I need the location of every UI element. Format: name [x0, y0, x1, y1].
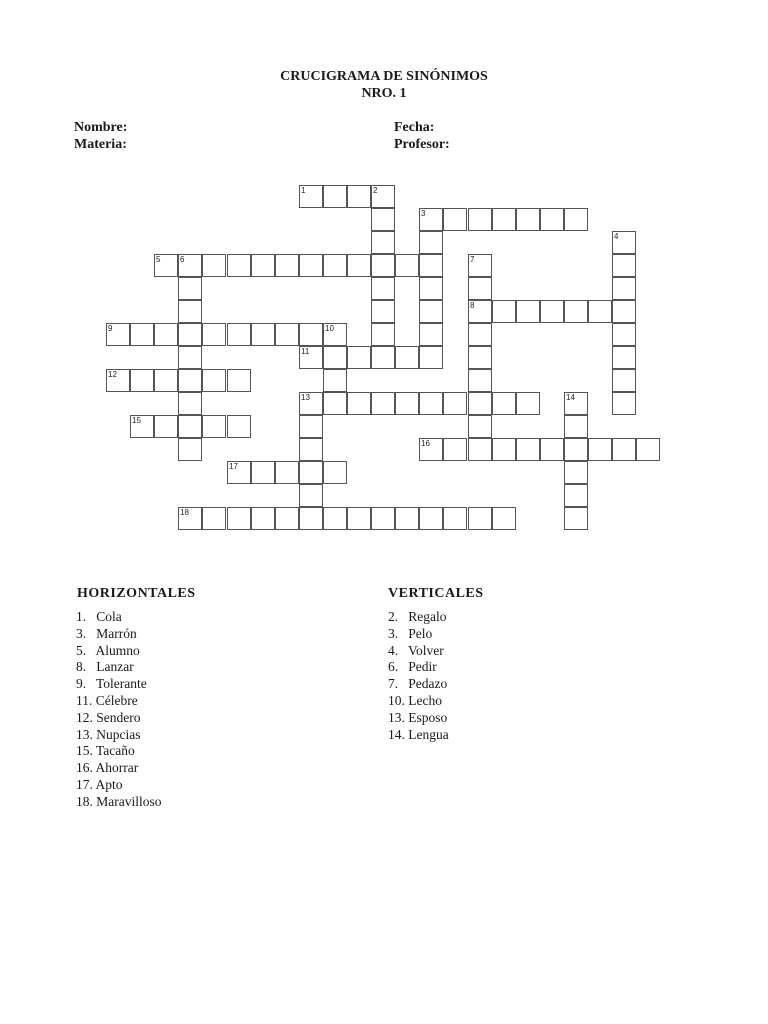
crossword-cell[interactable] [178, 346, 202, 369]
crossword-cell[interactable] [371, 392, 395, 415]
crossword-cell[interactable] [323, 346, 347, 369]
crossword-cell[interactable] [299, 323, 323, 346]
crossword-cell[interactable] [468, 277, 492, 300]
crossword-cell[interactable] [540, 438, 564, 461]
crossword-cell[interactable] [612, 300, 636, 323]
crossword-cell[interactable] [347, 507, 371, 530]
crossword-cell[interactable] [202, 369, 226, 392]
clue-number: 1 [301, 186, 306, 195]
crossword-cell[interactable] [323, 461, 347, 484]
crossword-cell[interactable] [299, 461, 323, 484]
clue-number: 2 [373, 186, 378, 195]
clue-item: 12. Sendero [76, 709, 141, 725]
crossword-cell[interactable] [178, 277, 202, 300]
crossword-cell[interactable] [227, 461, 251, 484]
crossword-cell[interactable] [275, 461, 299, 484]
clue-item: 6. Pedir [388, 659, 437, 675]
crossword-cell[interactable] [154, 323, 178, 346]
clue-number: 10 [325, 324, 334, 333]
crossword-cell[interactable] [443, 507, 467, 530]
crossword-cell[interactable] [299, 484, 323, 507]
crossword-cell[interactable] [275, 254, 299, 277]
nombre-label: Nombre: [74, 120, 128, 135]
crossword-cell[interactable] [275, 507, 299, 530]
crossword-cell[interactable] [636, 438, 660, 461]
fecha-label: Fecha: [394, 120, 435, 135]
crossword-cell[interactable] [564, 392, 588, 415]
crossword-cell[interactable] [154, 254, 178, 277]
crossword-cell[interactable] [564, 208, 588, 231]
crossword-cell[interactable] [492, 300, 516, 323]
crossword-cell[interactable] [612, 369, 636, 392]
crossword-cell[interactable] [443, 438, 467, 461]
crossword-cell[interactable] [178, 369, 202, 392]
clue-item: 13. Nupcias [76, 726, 141, 742]
crossword-cell[interactable] [468, 254, 492, 277]
clue-number: 16 [421, 439, 430, 448]
crossword-cell[interactable] [419, 277, 443, 300]
clue-number: 6 [180, 255, 185, 264]
clue-item: 10. Lecho [388, 692, 442, 708]
crossword-cell[interactable] [154, 369, 178, 392]
crossword-cell[interactable] [419, 346, 443, 369]
crossword-cell[interactable] [130, 369, 154, 392]
crossword-cell[interactable] [371, 277, 395, 300]
clue-item: 7. Pedazo [388, 676, 448, 692]
crossword-cell[interactable] [299, 507, 323, 530]
clue-number: 14 [566, 393, 575, 402]
crossword-cell[interactable] [588, 438, 612, 461]
crossword-cell[interactable] [564, 461, 588, 484]
crossword-cell[interactable] [371, 300, 395, 323]
crossword-cell[interactable] [347, 346, 371, 369]
crossword-cell[interactable] [564, 300, 588, 323]
crossword-cell[interactable] [178, 438, 202, 461]
clue-number: 12 [108, 370, 117, 379]
crossword-cell[interactable] [323, 507, 347, 530]
crossword-cell[interactable] [347, 185, 371, 208]
clue-item: 17. Apto [76, 776, 123, 792]
crossword-cell[interactable] [468, 507, 492, 530]
crossword-cell[interactable] [492, 208, 516, 231]
crossword-cell[interactable] [299, 392, 323, 415]
crossword-cell[interactable] [323, 323, 347, 346]
crossword-cell[interactable] [443, 392, 467, 415]
crossword-cell[interactable] [540, 208, 564, 231]
crossword-cell[interactable] [564, 484, 588, 507]
crossword-cell[interactable] [588, 300, 612, 323]
clue-item: 8. Lanzar [76, 659, 134, 675]
crossword-cell[interactable] [154, 415, 178, 438]
crossword-cell[interactable] [612, 392, 636, 415]
crossword-cell[interactable] [468, 208, 492, 231]
crossword-cell[interactable] [419, 231, 443, 254]
crossword-cell[interactable] [323, 254, 347, 277]
crossword-cell[interactable] [347, 254, 371, 277]
crossword-cell[interactable] [468, 346, 492, 369]
clue-item: 4. Volver [388, 642, 444, 658]
crossword-cell[interactable] [419, 208, 443, 231]
clue-number: 11 [301, 347, 310, 356]
crossword-cell[interactable] [371, 231, 395, 254]
crossword-cell[interactable] [371, 346, 395, 369]
crossword-cell[interactable] [371, 208, 395, 231]
crossword-cell[interactable] [299, 415, 323, 438]
crossword-cell[interactable] [202, 254, 226, 277]
crossword-cell[interactable] [323, 369, 347, 392]
crossword-cell[interactable] [468, 300, 492, 323]
crossword-cell[interactable] [202, 415, 226, 438]
crossword-cell[interactable] [178, 507, 202, 530]
crossword-cell[interactable] [492, 392, 516, 415]
clue-number: 7 [470, 255, 475, 264]
crossword-cell[interactable] [419, 254, 443, 277]
crossword-cell[interactable] [564, 415, 588, 438]
crossword-cell[interactable] [419, 323, 443, 346]
clue-item: 16. Ahorrar [76, 760, 139, 776]
crossword-cell[interactable] [612, 323, 636, 346]
crossword-cell[interactable] [612, 231, 636, 254]
crossword-cell[interactable] [492, 507, 516, 530]
crossword-cell[interactable] [419, 507, 443, 530]
crossword-cell[interactable] [419, 438, 443, 461]
crossword-cell[interactable] [178, 323, 202, 346]
crossword-cell[interactable] [251, 461, 275, 484]
crossword-cell[interactable] [178, 254, 202, 277]
crossword-cell[interactable] [612, 254, 636, 277]
crossword-cell[interactable] [612, 346, 636, 369]
crossword-cell[interactable] [299, 438, 323, 461]
crossword-cell[interactable] [395, 254, 419, 277]
crossword-cell[interactable] [202, 507, 226, 530]
crossword-cell[interactable] [130, 323, 154, 346]
crossword-cell[interactable] [130, 415, 154, 438]
crossword-cell[interactable] [371, 254, 395, 277]
clue-number: 8 [470, 301, 475, 310]
clue-item: 9. Tolerante [76, 676, 147, 692]
clue-item: 18. Maravilloso [76, 793, 162, 809]
clue-item: 3. Marrón [76, 625, 137, 641]
crossword-cell[interactable] [371, 185, 395, 208]
clue-item: 1. Cola [76, 609, 122, 624]
crossword-cell[interactable] [371, 507, 395, 530]
crossword-cell[interactable] [178, 392, 202, 415]
clue-item: 11. Célebre [76, 692, 138, 708]
clue-item: 13. Esposo [388, 709, 448, 725]
horizontales-list [76, 609, 162, 811]
crossword-cell[interactable] [299, 346, 323, 369]
crossword-cell[interactable] [468, 323, 492, 346]
materia-label: Materia: [74, 137, 127, 152]
horizontales-heading: HORIZONTALES [77, 586, 196, 601]
clue-number: 5 [156, 255, 161, 264]
crossword-cell[interactable] [516, 392, 540, 415]
crossword-cell[interactable] [468, 392, 492, 415]
crossword-cell[interactable] [516, 438, 540, 461]
crossword-cell[interactable] [612, 277, 636, 300]
clue-number: 15 [132, 416, 141, 425]
crossword-cell[interactable] [299, 254, 323, 277]
crossword-cell[interactable] [371, 323, 395, 346]
clue-number: 3 [421, 209, 426, 218]
crossword-cell[interactable] [564, 507, 588, 530]
clue-number: 9 [108, 324, 113, 333]
crossword-cell[interactable] [178, 300, 202, 323]
crossword-cell[interactable] [540, 300, 564, 323]
page-subtitle: NRO. 1 [361, 86, 407, 101]
crossword-cell[interactable] [468, 438, 492, 461]
profesor-label: Profesor: [394, 137, 450, 152]
crossword-cell[interactable] [516, 300, 540, 323]
crossword-cell[interactable] [395, 392, 419, 415]
crossword-cell[interactable] [468, 369, 492, 392]
crossword-cell[interactable] [323, 392, 347, 415]
crossword-cell[interactable] [419, 300, 443, 323]
crossword-cell[interactable] [395, 346, 419, 369]
clue-item: 5. Alumno [76, 642, 140, 658]
crossword-cell[interactable] [178, 415, 202, 438]
crossword-cell[interactable] [468, 415, 492, 438]
crossword-cell[interactable] [227, 369, 251, 392]
clue-item: 2. Regalo [388, 609, 447, 624]
verticales-list [388, 609, 449, 743]
crossword-cell[interactable] [106, 369, 130, 392]
clue-item: 3. Pelo [388, 625, 433, 641]
crossword-cell[interactable] [227, 507, 251, 530]
crossword-cell[interactable] [275, 323, 299, 346]
verticales-heading: VERTICALES [388, 586, 484, 601]
clue-item: 15. Tacaño [76, 743, 135, 759]
crossword-cell[interactable] [323, 185, 347, 208]
crossword-cell[interactable] [347, 392, 371, 415]
clue-item: 14. Lengua [388, 726, 449, 742]
crossword-cell[interactable] [492, 438, 516, 461]
crossword-cell[interactable] [419, 392, 443, 415]
page-title: CRUCIGRAMA DE SINÓNIMOS [280, 69, 488, 84]
crossword-cell[interactable] [443, 208, 467, 231]
clue-number: 18 [180, 508, 189, 517]
crossword-cell[interactable] [227, 323, 251, 346]
crossword-cell[interactable] [516, 208, 540, 231]
clue-number: 17 [229, 462, 238, 471]
crossword-cell[interactable] [395, 507, 419, 530]
crossword-cell[interactable] [202, 323, 226, 346]
crossword-cell[interactable] [612, 438, 636, 461]
clue-number: 13 [301, 393, 310, 402]
crossword-cell[interactable] [251, 254, 275, 277]
crossword-cell[interactable] [564, 438, 588, 461]
clue-number: 4 [614, 232, 619, 241]
crossword-cell[interactable] [251, 507, 275, 530]
crossword-cell[interactable] [227, 415, 251, 438]
crossword-cell[interactable] [106, 323, 130, 346]
crossword-cell[interactable] [251, 323, 275, 346]
crossword-cell[interactable] [299, 185, 323, 208]
crossword-cell[interactable] [227, 254, 251, 277]
